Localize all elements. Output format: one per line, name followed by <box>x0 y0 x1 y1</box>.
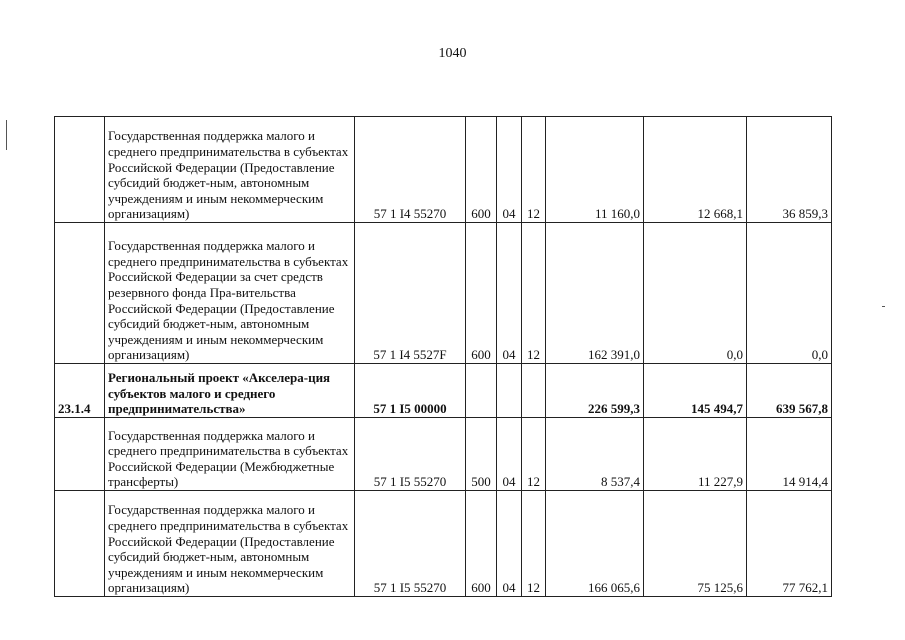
expense-type-code <box>466 364 497 418</box>
expense-type-code: 600 <box>466 117 497 223</box>
section-code <box>497 364 522 418</box>
amount-year-3: 639 567,8 <box>747 364 832 418</box>
scan-margin-mark <box>882 306 885 307</box>
section-code: 04 <box>497 117 522 223</box>
amount-year-1: 8 537,4 <box>546 418 644 491</box>
item-name: Государственная поддержка малого и среднего предпринимательства в субъектах Российской Федерации (Предоставление субсидий бюджет-ным, автономным учреждениям и иным некоммерческим организациям) <box>105 117 355 223</box>
target-article-code: 57 1 I4 5527F <box>355 223 466 364</box>
amount-year-1: 226 599,3 <box>546 364 644 418</box>
subsection-code <box>522 364 546 418</box>
page-number: 1040 <box>438 46 467 61</box>
table-row <box>55 223 832 364</box>
amount-year-1: 11 160,0 <box>546 117 644 223</box>
item-name: Государственная поддержка малого и среднего предпринимательства в субъектах Российской Федерации за счет средств резервного фонда Пра-вительства Российской Федерации (Предоставление субсидий бюджет-ным, автономным учреждениям и иным некоммерческим организациям) <box>105 223 355 364</box>
target-article-code: 57 1 I4 55270 <box>355 117 466 223</box>
amount-year-2: 75 125,6 <box>644 491 747 597</box>
section-code: 04 <box>497 418 522 491</box>
item-name: Государственная поддержка малого и среднего предпринимательства в субъектах Российской Федерации (Предоставление субсидий бюджет-ным, автономным учреждениям и иным некоммерческим организациям) <box>105 491 355 597</box>
amount-year-2: 145 494,7 <box>644 364 747 418</box>
subsection-code: 12 <box>522 223 546 364</box>
row-number: 23.1.4 <box>55 364 105 418</box>
table-row <box>55 491 832 597</box>
expense-type-code: 500 <box>466 418 497 491</box>
row-number <box>55 223 105 364</box>
budget-table <box>54 116 832 597</box>
row-number <box>55 117 105 223</box>
row-number <box>55 491 105 597</box>
row-number <box>55 418 105 491</box>
scan-margin-mark <box>6 120 7 150</box>
amount-year-2: 0,0 <box>644 223 747 364</box>
amount-year-3: 0,0 <box>747 223 832 364</box>
amount-year-1: 166 065,6 <box>546 491 644 597</box>
amount-year-3: 36 859,3 <box>747 117 832 223</box>
target-article-code: 57 1 I5 00000 <box>355 364 466 418</box>
table-row <box>55 418 832 491</box>
table-row-project-total <box>55 364 832 418</box>
amount-year-1: 162 391,0 <box>546 223 644 364</box>
target-article-code: 57 1 I5 55270 <box>355 491 466 597</box>
target-article-code: 57 1 I5 55270 <box>355 418 466 491</box>
section-code: 04 <box>497 223 522 364</box>
subsection-code: 12 <box>522 418 546 491</box>
expense-type-code: 600 <box>466 223 497 364</box>
section-code: 04 <box>497 491 522 597</box>
amount-year-3: 77 762,1 <box>747 491 832 597</box>
expense-type-code: 600 <box>466 491 497 597</box>
amount-year-3: 14 914,4 <box>747 418 832 491</box>
subsection-code: 12 <box>522 491 546 597</box>
subsection-code: 12 <box>522 117 546 223</box>
amount-year-2: 11 227,9 <box>644 418 747 491</box>
table-row <box>55 117 832 223</box>
item-name: Государственная поддержка малого и среднего предпринимательства в субъектах Российской Федерации (Межбюджетные трансферты) <box>105 418 355 491</box>
item-name: Региональный проект «Акселера-ция субъектов малого и среднего предпринимательства» <box>105 364 355 418</box>
amount-year-2: 12 668,1 <box>644 117 747 223</box>
